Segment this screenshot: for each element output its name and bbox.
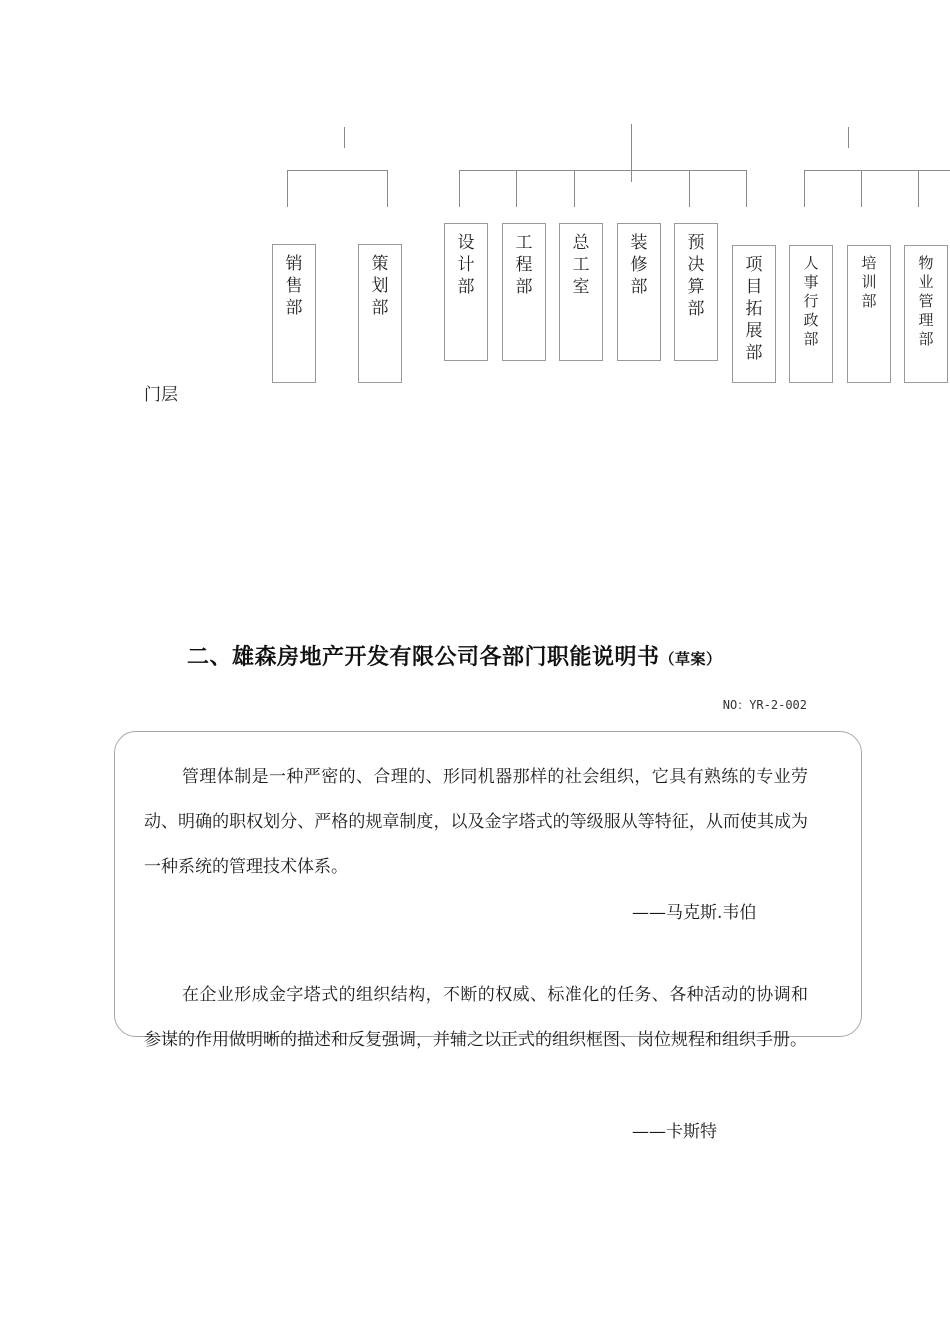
dept-char: 部 xyxy=(371,298,389,318)
dept-char: 程 xyxy=(515,255,533,275)
dept-char: 业 xyxy=(918,273,934,291)
dept-char: 管 xyxy=(918,292,934,310)
quote-kast-author: ——卡斯特 xyxy=(632,1122,717,1142)
dept-box-decoration xyxy=(617,223,661,361)
dept-char: 事 xyxy=(803,273,819,291)
dept-label xyxy=(848,254,890,311)
dept-char: 部 xyxy=(630,277,648,297)
dept-char: 展 xyxy=(745,321,763,341)
dept-label xyxy=(675,232,717,320)
connector-line xyxy=(287,170,288,207)
dept-char: 项 xyxy=(745,255,763,275)
dept-box-sales xyxy=(272,244,316,383)
dept-char: 装 xyxy=(630,233,648,253)
dept-char: 划 xyxy=(371,276,389,296)
dept-char: 工 xyxy=(515,233,533,253)
dept-label xyxy=(618,232,660,298)
dept-label xyxy=(273,253,315,319)
dept-box-hr-admin xyxy=(789,245,833,383)
dept-char: 预 xyxy=(687,233,705,253)
section-title-text: 二、雄森房地产开发有限公司各部门职能说明书 xyxy=(187,645,660,670)
dept-char: 修 xyxy=(630,255,648,275)
dept-char: 总 xyxy=(572,233,590,253)
dept-char: 行 xyxy=(803,292,819,310)
dept-label xyxy=(790,254,832,349)
quote-weber-text: 管理体制是一种严密的、合理的、形同机器那样的社会组织，它具有熟练的专业劳动、明确的职权划分、严格的规章制度，以及金字塔式的等级服从等特征，从而使其成为一种系统的管理技术体系。 xyxy=(144,767,808,877)
quote-kast-text: 在企业形成金字塔式的组织结构，不断的权威、标准化的任务、各种活动的协调和参谋的作用做明晰的描述和反复强调，并辅之以正式的组织框图、岗位规程和组织手册。 xyxy=(144,985,808,1050)
connector-line xyxy=(516,170,517,207)
dept-label xyxy=(560,232,602,298)
connector-line xyxy=(848,127,849,148)
dept-box-planning xyxy=(358,244,402,383)
dept-char: 设 xyxy=(457,233,475,253)
connector-line xyxy=(287,170,388,171)
dept-char: 目 xyxy=(745,277,763,297)
dept-char: 部 xyxy=(457,277,475,297)
dept-label xyxy=(503,232,545,298)
dept-char: 部 xyxy=(745,343,763,363)
connector-line xyxy=(804,170,805,207)
dept-char: 拓 xyxy=(745,299,763,319)
dept-box-training xyxy=(847,245,891,383)
connector-line xyxy=(746,170,747,207)
dept-char: 理 xyxy=(918,311,934,329)
dept-char: 政 xyxy=(803,311,819,329)
dept-char: 计 xyxy=(457,255,475,275)
dept-box-chief-engineer xyxy=(559,223,603,361)
dept-box-property xyxy=(904,245,948,383)
dept-char: 训 xyxy=(861,273,877,291)
dept-char: 人 xyxy=(803,254,819,272)
dept-char: 部 xyxy=(803,330,819,348)
dept-char: 售 xyxy=(285,276,303,296)
connector-line xyxy=(689,170,690,207)
connector-line xyxy=(804,170,950,171)
section-title-suffix: （草案） xyxy=(659,650,722,668)
document-number: NO：YR-2-002 xyxy=(722,698,807,712)
quote-weber-author: ——马克斯.韦伯 xyxy=(632,903,757,923)
connector-line xyxy=(387,170,388,207)
level-label: 门层 xyxy=(144,385,178,405)
dept-char: 部 xyxy=(918,330,934,348)
connector-line xyxy=(631,124,632,182)
dept-box-budget xyxy=(674,223,718,361)
dept-label xyxy=(905,254,947,349)
dept-box-project-expansion xyxy=(732,245,776,383)
dept-char: 培 xyxy=(861,254,877,272)
dept-box-engineering xyxy=(502,223,546,361)
section-title xyxy=(187,640,722,671)
dept-char: 销 xyxy=(285,254,303,274)
dept-char: 部 xyxy=(861,292,877,310)
connector-line xyxy=(574,170,575,207)
dept-char: 室 xyxy=(572,277,590,297)
dept-label xyxy=(733,254,775,364)
dept-char: 部 xyxy=(515,277,533,297)
dept-label xyxy=(359,253,401,319)
dept-char: 工 xyxy=(572,255,590,275)
connector-line xyxy=(861,170,862,207)
dept-char: 物 xyxy=(918,254,934,272)
dept-char: 策 xyxy=(371,254,389,274)
connector-line xyxy=(918,170,919,207)
dept-box-design xyxy=(444,223,488,361)
dept-char: 部 xyxy=(285,298,303,318)
dept-char: 算 xyxy=(687,277,705,297)
connector-line xyxy=(344,127,345,148)
dept-char: 决 xyxy=(687,255,705,275)
connector-line xyxy=(459,170,460,207)
connector-line xyxy=(459,170,747,171)
dept-label xyxy=(445,232,487,298)
dept-char: 部 xyxy=(687,299,705,319)
